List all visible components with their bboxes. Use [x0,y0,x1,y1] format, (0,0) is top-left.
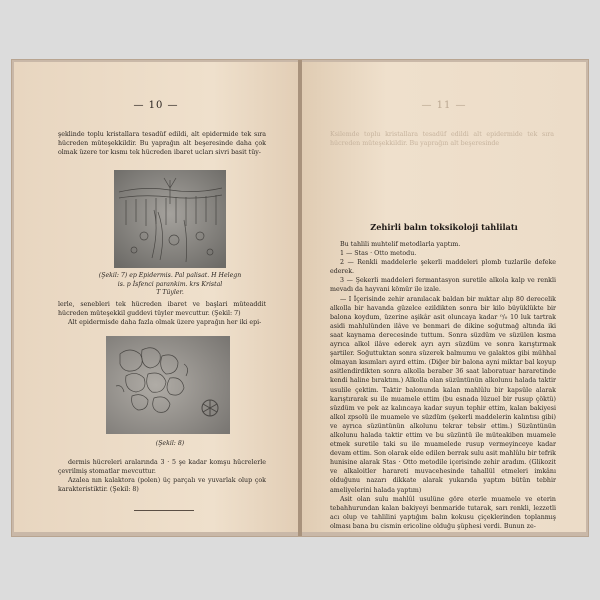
method-item-3: 3 — Şekerli maddeleri fermantasyon suretile alkola kalp ve renkli mevadı da hayvani kömür ile izale. [330,277,556,294]
left-para-2-text: lerle, senebleri tek hücreden ibaret ve başlari müteaddit hücreden müteşekkil guddevi tüyler mevcuttur. (Şekil: 7) [58,301,266,318]
figure-7-caption [74,272,266,298]
left-para-1 [58,130,266,157]
figure-7-caption-line-1: (Şekil: 7) ep Epidermis. Pal palisat. H Helegn [98,272,242,279]
right-body-text [330,240,556,531]
figure-8-caption: (Şekil: 8) [155,440,185,447]
figure-7-caption-line-2: is. p İsfenci parankim. krs Kristal [117,280,223,288]
section-heading: Zehirli balın toksikoloji tahlilatı [370,222,518,232]
left-para-4 [58,458,266,494]
right-page [302,62,586,532]
open-book [12,60,588,536]
left-page-number: — 10 — [133,100,179,111]
left-para-2 [58,300,266,327]
figure-7-drawing [114,170,226,268]
figure-8-drawing [106,336,230,434]
left-para-5-text: Azalea nın kalaktora (polen) üç parçalı ve yuvarlak olup çok karakteristiktir. (Şekil: 8) [58,477,266,494]
method-item-1: 1 — Stas · Otto metodu. [340,250,417,258]
method-item-2: 2 — Renkli maddelerle şekerli maddeleri plomb tuzlarile defeke ederek. [330,259,556,276]
right-bleedthrough-text-content: Ksilemde toplu kristallara tesadüf edildi alt epidermide tek sıra hücreden müteşekkildir. Bu yaprağın alt beşeresinde [330,131,554,148]
right-bleedthrough-text [330,130,554,148]
right-intro: Bu tahlili muhtelif metodlarla yaptım. [340,241,461,248]
left-para-1-text: şeklinde toplu kristallara tesadüf edildi, alt epidermide tek sıra hücreden müteşekkildir. Bu yaprağın alt beşeresinde daha çok olmak üzere tor kısmı tek hücreden ibaret ucları sivri basit tüy- [58,131,266,157]
right-page-number: — 11 — [421,100,467,111]
left-para-3-text: Alt epidermisde daha fazla olmak üzere yaprağın her iki epi- [68,319,262,327]
left-page [14,62,298,532]
left-page-end-rule [134,510,194,511]
method-item-4: — I İçerisinde zehir aranılacak baldan bir mıktar alıp 80 derecelik alkolla bir havanda güzelce ezildikten sonra bir kilo büyüklükte bir balona koydum, üzerine aşikâr asit oluncaya kadar ⁰/₀ 10 luk tartrak asidi mahlulünden ilâve ve benmari de dikine soğutmağ altında iki saat kaynama derecesinde tuttum. Sonra süzdüm ve süzülen kısma ayrıca alkol ilâve ederek ayrı ayrı süzdüm ve sonra karıştırmak şartiler. Soğuttuktan sonra süzerek balmumu ve galaktos gibi mühhal olmayan kısımları ayırd ettim. (Diğer bir balona ayni miktar bal koyup asitlendirdikten sonra alkolla beraber 36 saat laboratuar hararetinde kendi haline bıraktım.) Alkolla olan süzüntünün alkolunu halada taktir usulile çektim. Taktir balonunda kalan mahlûlu bir kapsüle alarak karıştırarak su ile muamele ettim (bu esnada lüzuel bir rusup çöktü) süzdüm ve pek az kalıncaya kadar suyun tephir ettim, kalan bakiyesi alkol zpsolü ile muamele ve süzdüm (şekerli maddelerin kalıntısı gibi) ve ayrıca süzüntünün alkolunu tekrar tebsir ettim.) Süzüntünün alkolunu halada taktir ettim ve bu süzüntü ile müteakiben muamele etmek suretile taki su ile muamelede rusup vermeyinceye kadar devam ettim. Son olarak elde edilen berrak sulu asit mahlûlu bir tefrik hunisine alarak Stas · Otto metodile içerisinde zehir aradım. (Glikozit ve alkaloitler harareti muvacehesinde tahallül etmeleri imkânı olduğunu nazarı dikkate alarak yukarıda yaptım bütün tebhir ameliyelerini halada yaptım) [330,295,556,494]
left-para-4-text: dermis hücreleri aralarında 3 · 5 şe kadar komşu hücrelerle çevrilmiş stomatlar mevcuttur. [58,459,266,476]
method-item-5: Asit olan sulu mahlûl usulüne göre eterle muamele ve eterin tebahhurundan kalan bakiyeyi benmaride tutarak, sarı renkli, lezzetli acı olup ve tahlilini yaptığım balın kokusu çiçeklerinden toplanmış olması bana bu cismin ericoline olduğu şüphesi verdi. Bunun ze- [330,495,556,530]
figure-7-caption-line-3: T Tüyler. [156,289,184,296]
figure-7-micrograph [114,170,226,268]
figure-8-micrograph [106,336,230,434]
